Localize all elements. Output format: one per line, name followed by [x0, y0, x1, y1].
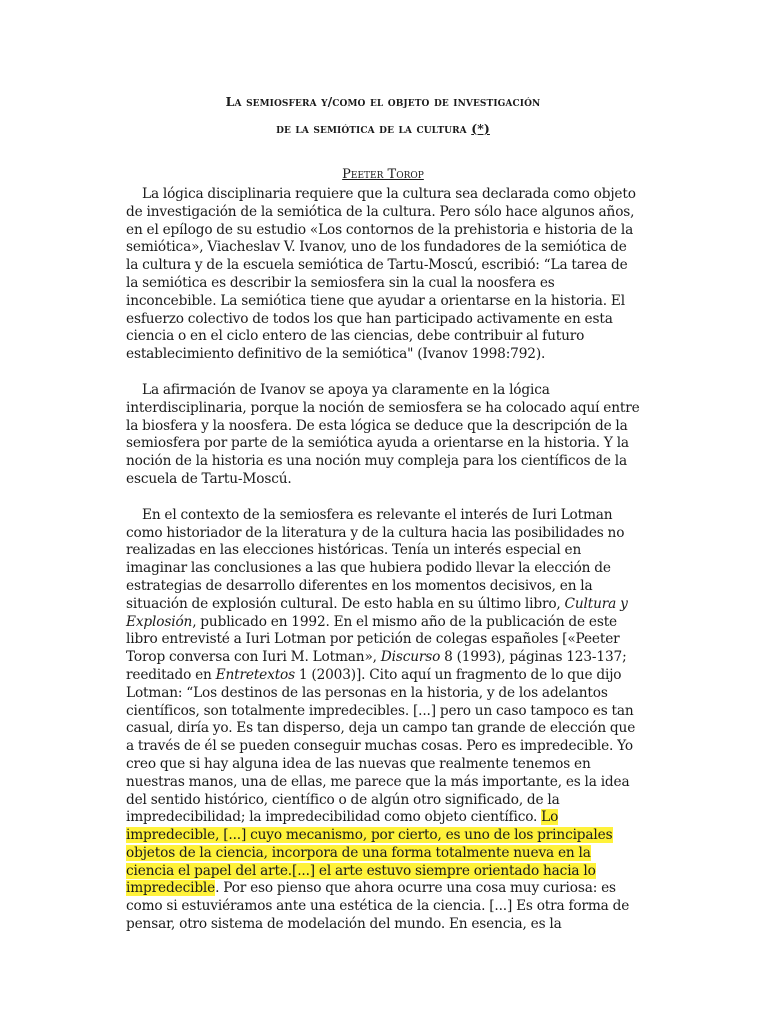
title-line-2: de la semiótica de la cultura [276, 121, 472, 136]
paragraph-2: La afirmación de Ivanov se apoya ya claramente en la lógica interdisciplinaria, porque la noción de semiosfera se ha colocado aquí entre la biosfera y la noosfera. De esta lógica se deduce que la descripción de la semiosfera por parte de la semiótica ayuda a orientarse en la historia. Y la noción de la historia es una noción muy compleja para los científicos de la escuela de Tartu-Moscú. [126, 381, 640, 487]
document-title [126, 88, 640, 142]
paragraph-3-part-5: . Por eso pienso que ahora ocurre una cosa muy curiosa: es como si estuviéramos ante una estética de la ciencia. [...] Es otra forma de pensar, otro sistema de modelación del mundo. En esencia, es la [126, 880, 630, 933]
footnote-link[interactable]: (*) [471, 121, 490, 136]
author-name [126, 166, 640, 183]
book-title-cultura-explosion: Cultura y Explosión [126, 595, 628, 630]
paragraph-3-part-4: 1 (2003)]. Cito aquí un fragmento de lo que dijo Lotman: “Los destinos de las personas en la historia, y de los adelantos científicos, son totalmente impredecibles. [...] pero un caso tampoco es tan casual, diría yo. Es tan disperso, deja un campo tan grande de elección que a través de él se pueden conseguir muchas cosas. Pero es impredecible. Yo creo que si hay alguna idea de las nuevas que realmente tenemos en nuestras manos, una de ellas, me parece que la más importante, es la idea del sentido histórico, científico o de algún otro significado, de la impredecibilidad; la impredecibilidad como objeto científico. [126, 666, 636, 826]
paragraph-3-part-1: En el contexto de la semiosfera es relevante el interés de Iuri Lotman como historiador de la literatura y de la cultura hacia las posibilidades no realizadas en las elecciones históricas. Tenía un interés especial en imaginar las conclusiones a las que hubiera podido llevar la elección de estrategias de desarrollo diferentes en los momentos decisivos, en la situación de explosión cultural. De esto habla en su último libro, [126, 506, 625, 612]
paragraph-3-part-3: 8 (1993), páginas 123-137; reeditado en [126, 649, 627, 683]
author-link[interactable]: Peeter Torop [342, 167, 424, 182]
paragraph-3-part-2: , publicado en 1992. En el mismo año de la publicación de este libro entrevisté a Iuri Lotman por petición de colegas españoles [«Peeter Torop conversa con Iuri M. Lotman», [126, 613, 620, 666]
journal-title-discurso: Discurso [380, 649, 441, 666]
paragraph-1: La lógica disciplinaria requiere que la cultura sea declarada como objeto de investigación de la semiótica de la cultura. Pero sólo hace algunos años, en el epílogo de su estudio «Los contornos de la prehistoria e historia de la semiótica», Viacheslav V. Ivanov, uno de los fundadores de la semiótica de la cultura y de la escuela semiótica de Tartu-Moscú, escribió: “La tarea de la semiótica es describir la semiosfera sin la cual la noosfera es inconcebible. La semiótica tiene que ayudar a orientarse en la historia. El esfuerzo colectivo de todos los que han participado activamente en esta ciencia o en el ciclo entero de las ciencias, debe contribuir al futuro establecimiento definitivo de la semiótica" (Ivanov 1998:792). [126, 186, 636, 363]
title-line-1: La semiosfera y/como el objeto de investigación [225, 94, 541, 109]
highlighted-passage: Lo impredecible, [...] cuyo mecanismo, por cierto, es uno de los principales objetos de la ciencia, incorpora de una forma totalmente nueva en la ciencia el papel del arte.[...] el arte estuvo siempre orientado hacia lo impredecible [126, 809, 613, 897]
journal-title-entretextos: Entretextos [215, 666, 296, 683]
document-page [126, 88, 640, 934]
paragraph-3 [126, 507, 640, 934]
